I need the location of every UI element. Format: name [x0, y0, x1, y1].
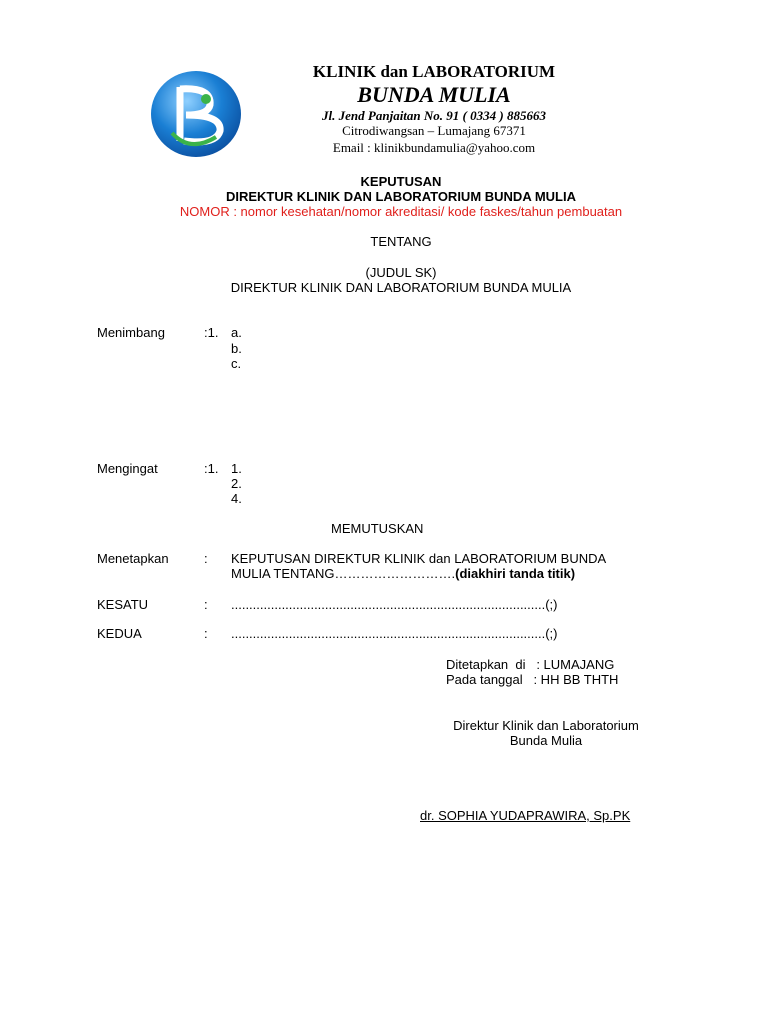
kedua-separator: : [204, 626, 208, 641]
menimbang-item: c. [231, 356, 242, 371]
clinic-name-line1: KLINIK dan LABORATORIUM [312, 62, 556, 81]
mengingat-label: Mengingat [97, 461, 158, 476]
clinic-address: Jl. Jend Panjaitan No. 91 ( 0334 ) 885663 [322, 108, 546, 123]
signatory-name: dr. SOPHIA YUDAPRAWIRA, Sp.PK [420, 808, 631, 823]
decree-judul: (JUDUL SK) [365, 265, 437, 280]
menimbang-item: a. [231, 325, 242, 340]
mengingat-item: 1. [231, 461, 242, 476]
menimbang-label: Menimbang [97, 325, 165, 340]
decree-direktur: DIREKTUR KLINIK DAN LABORATORIUM BUNDA MULIA [230, 280, 572, 295]
menimbang-item: b. [231, 341, 242, 356]
kesatu-separator: : [204, 597, 208, 612]
mengingat-item: 4. [231, 491, 242, 506]
decree-tentang: TENTANG [370, 234, 432, 249]
kedua-label: KEDUA [97, 626, 142, 641]
menetapkan-line2 [231, 566, 575, 581]
clinic-name-line2: BUNDA MULIA [357, 82, 511, 107]
decree-subtitle: DIREKTUR KLINIK DAN LABORATORIUM BUNDA MULIA [225, 189, 576, 204]
menetapkan-label: Menetapkan [97, 551, 169, 566]
menimbang-separator: :1. [204, 325, 219, 340]
clinic-city: Citrodiwangsan – Lumajang 67371 [342, 123, 526, 138]
pada-tanggal: Pada tanggal : HH BB THTH [446, 672, 619, 687]
ditetapkan-di: Ditetapkan di : LUMAJANG [446, 657, 615, 672]
kesatu-label: KESATU [97, 597, 149, 612]
menetapkan-line1: KEPUTUSAN DIREKTUR KLINIK dan LABORATORIUM BUNDA [231, 551, 607, 566]
mengingat-separator: :1. [204, 461, 219, 476]
decree-number: NOMOR : nomor kesehatan/nomor akreditasi/ kode faskes/tahun pembuatan [179, 204, 623, 219]
decree-title: KEPUTUSAN [360, 174, 442, 189]
kesatu-text: .......................................................................................(;) [231, 597, 558, 612]
memutuskan-heading: MEMUTUSKAN [331, 521, 424, 536]
mengingat-item: 2. [231, 476, 242, 491]
menetapkan-line2-text: MULIA TENTANG………………………. [231, 566, 456, 581]
kedua-text: .......................................................................................(;) [231, 626, 558, 641]
menetapkan-separator: : [204, 551, 208, 566]
menetapkan-line2-note: (diakhiri tanda titik) [455, 566, 576, 581]
signatory-title-line1: Direktur Klinik dan Laboratorium [453, 718, 639, 733]
signatory-title-line2: Bunda Mulia [509, 733, 583, 748]
clinic-email: Email : klinikbundamulia@yahoo.com [332, 140, 536, 155]
